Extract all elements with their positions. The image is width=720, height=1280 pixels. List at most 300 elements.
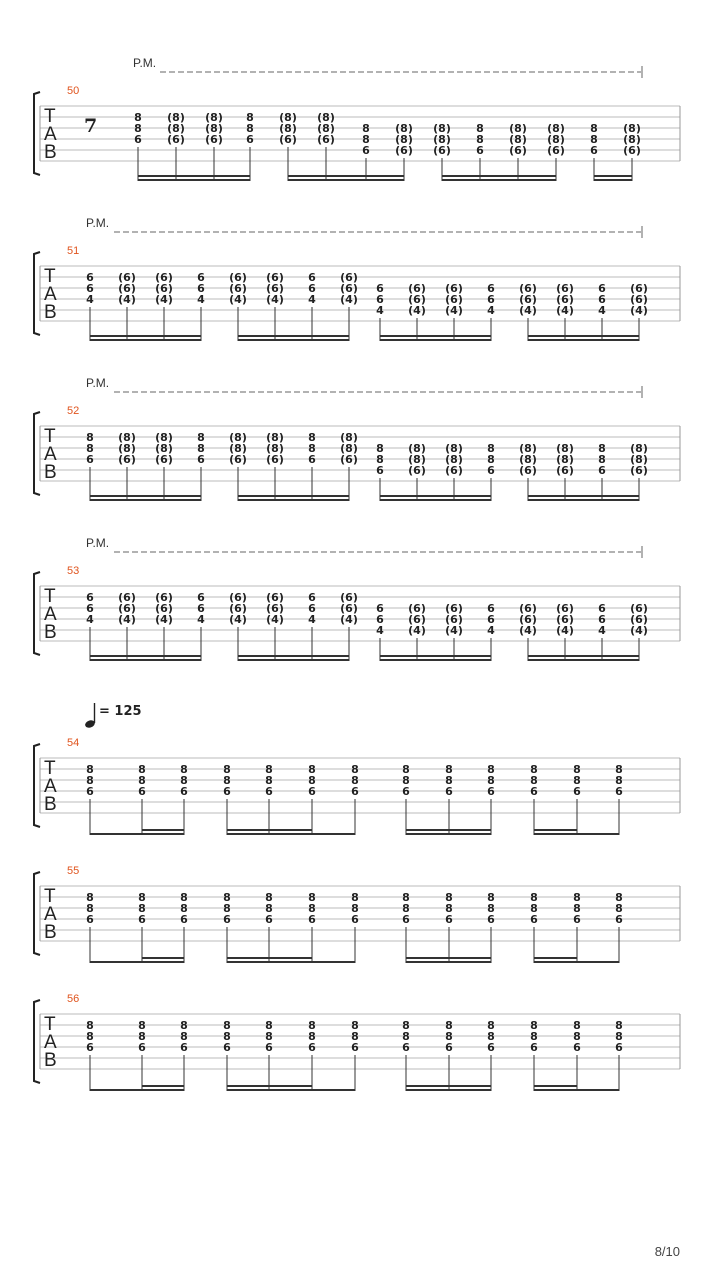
fret-number: 6	[138, 785, 146, 798]
fret-number: (6)	[556, 293, 574, 306]
fret-number: (6)	[445, 464, 463, 477]
fret-number: 4	[197, 293, 205, 306]
fret-number: 6	[598, 293, 606, 306]
fret-number: 8	[402, 774, 410, 787]
fret-number: (8)	[408, 453, 426, 466]
fret-number: 6	[197, 453, 205, 466]
fret-number: 8	[590, 133, 598, 146]
fret-number: 8	[530, 902, 538, 915]
fret-number: (6)	[519, 282, 537, 295]
fret-number: (6)	[509, 144, 527, 157]
fret-number: (8)	[395, 133, 413, 146]
fret-number: (4)	[266, 293, 284, 306]
fret-number: 8	[134, 122, 142, 135]
fret-number: (4)	[556, 304, 574, 317]
fret-number: 8	[530, 1019, 538, 1032]
fret-number: (8)	[279, 111, 297, 124]
fret-number: 4	[197, 613, 205, 626]
fret-number: (4)	[519, 624, 537, 637]
fret-number: 8	[445, 1019, 453, 1032]
fret-number: (8)	[279, 122, 297, 135]
fret-number: (4)	[408, 304, 426, 317]
fret-number: 8	[308, 763, 316, 776]
fret-number: 8	[134, 111, 142, 124]
fret-number: 8	[573, 902, 581, 915]
tempo-marking: = 125	[99, 704, 142, 719]
fret-number: (8)	[317, 111, 335, 124]
fret-number: 8	[138, 1019, 146, 1032]
fret-number: 8	[308, 891, 316, 904]
fret-number: 8	[138, 763, 146, 776]
eighth-rest: 7	[84, 115, 98, 137]
fret-number: 8	[351, 1019, 359, 1032]
tab-clef-letter: T	[44, 1014, 56, 1035]
fret-number: 8	[573, 1030, 581, 1043]
fret-number: 4	[487, 624, 495, 637]
tab-clef-letter: A	[44, 776, 57, 797]
fret-number: 6	[573, 1041, 581, 1054]
fret-number: 8	[86, 442, 94, 455]
tab-clef-letter: B	[44, 1050, 57, 1071]
fret-number: 8	[265, 891, 273, 904]
fret-number: (6)	[519, 464, 537, 477]
fret-number: 8	[376, 442, 384, 455]
fret-number: 8	[197, 442, 205, 455]
fret-number: 8	[223, 891, 231, 904]
fret-number: (6)	[630, 293, 648, 306]
fret-number: (6)	[118, 282, 136, 295]
fret-number: (8)	[229, 431, 247, 444]
fret-number: (6)	[229, 453, 247, 466]
fret-number: (4)	[118, 293, 136, 306]
fret-number: 8	[402, 1019, 410, 1032]
fret-number: 6	[308, 591, 316, 604]
tab-clef-letter: B	[44, 622, 57, 643]
fret-number: 6	[445, 1041, 453, 1054]
fret-number: 8	[402, 1030, 410, 1043]
fret-number: 8	[180, 1019, 188, 1032]
fret-number: 8	[487, 891, 495, 904]
fret-number: (6)	[630, 613, 648, 626]
fret-number: 6	[308, 785, 316, 798]
fret-number: (8)	[547, 133, 565, 146]
fret-number: 8	[598, 442, 606, 455]
fret-number: 6	[573, 785, 581, 798]
tab-clef-letter: B	[44, 302, 57, 323]
tab-clef-letter: B	[44, 142, 57, 163]
fret-number: (6)	[205, 133, 223, 146]
system-brace	[34, 92, 40, 175]
fret-number: 6	[138, 1041, 146, 1054]
fret-number: 6	[615, 785, 623, 798]
fret-number: (6)	[155, 591, 173, 604]
fret-number: 6	[308, 282, 316, 295]
fret-number: 6	[487, 1041, 495, 1054]
fret-number: 4	[376, 304, 384, 317]
fret-number: 8	[246, 122, 254, 135]
fret-number: (6)	[155, 271, 173, 284]
fret-number: (8)	[340, 442, 358, 455]
fret-number: 8	[351, 774, 359, 787]
fret-number: (6)	[118, 453, 136, 466]
fret-number: 6	[615, 1041, 623, 1054]
fret-number: 6	[86, 453, 94, 466]
fret-number: 8	[573, 891, 581, 904]
fret-number: 6	[134, 133, 142, 146]
fret-number: (6)	[229, 282, 247, 295]
fret-number: (4)	[229, 613, 247, 626]
measure-number: 54	[67, 737, 80, 749]
fret-number: 6	[246, 133, 254, 146]
fret-number: (6)	[556, 464, 574, 477]
fret-number: 6	[86, 591, 94, 604]
fret-number: (6)	[118, 602, 136, 615]
fret-number: (4)	[445, 624, 463, 637]
fret-number: (8)	[266, 442, 284, 455]
fret-number: 6	[351, 913, 359, 926]
fret-number: 8	[86, 763, 94, 776]
fret-number: 8	[573, 774, 581, 787]
fret-number: 4	[487, 304, 495, 317]
fret-number: 6	[180, 913, 188, 926]
fret-number: 8	[308, 442, 316, 455]
fret-number: 6	[445, 913, 453, 926]
fret-number: 4	[86, 613, 94, 626]
fret-number: 8	[445, 902, 453, 915]
fret-number: 6	[351, 785, 359, 798]
fret-number: 8	[223, 763, 231, 776]
fret-number: (6)	[519, 293, 537, 306]
fret-number: 6	[402, 1041, 410, 1054]
fret-number: (6)	[556, 282, 574, 295]
fret-number: 8	[487, 763, 495, 776]
fret-number: (6)	[229, 602, 247, 615]
fret-number: 6	[197, 282, 205, 295]
tab-clef-letter: T	[44, 426, 56, 447]
fret-number: (4)	[118, 613, 136, 626]
fret-number: 8	[445, 763, 453, 776]
measure-number: 51	[67, 245, 80, 257]
fret-number: (8)	[408, 442, 426, 455]
fret-number: (8)	[433, 122, 451, 135]
fret-number: (8)	[630, 442, 648, 455]
fret-number: 6	[530, 913, 538, 926]
fret-number: (6)	[395, 144, 413, 157]
fret-number: (6)	[155, 602, 173, 615]
fret-number: 8	[351, 1030, 359, 1043]
fret-number: 4	[308, 613, 316, 626]
fret-number: 6	[598, 464, 606, 477]
fret-number: 8	[197, 431, 205, 444]
fret-number: 8	[351, 891, 359, 904]
fret-number: (6)	[408, 602, 426, 615]
fret-number: 8	[223, 774, 231, 787]
fret-number: (6)	[445, 293, 463, 306]
fret-number: (8)	[118, 442, 136, 455]
fret-number: 8	[223, 902, 231, 915]
fret-number: 6	[197, 271, 205, 284]
fret-number: 6	[197, 602, 205, 615]
fret-number: (4)	[408, 624, 426, 637]
fret-number: 6	[598, 282, 606, 295]
fret-number: (6)	[408, 613, 426, 626]
fret-number: (8)	[266, 431, 284, 444]
measure-number: 56	[67, 993, 80, 1005]
fret-number: 6	[86, 913, 94, 926]
fret-number: 6	[308, 1041, 316, 1054]
palm-mute-label: P.M.	[86, 376, 110, 390]
fret-number: 6	[86, 602, 94, 615]
fret-number: 6	[487, 785, 495, 798]
fret-number: (6)	[266, 591, 284, 604]
fret-number: 8	[223, 1019, 231, 1032]
fret-number: (8)	[509, 122, 527, 135]
fret-number: 8	[86, 891, 94, 904]
fret-number: (6)	[340, 591, 358, 604]
fret-number: (8)	[556, 442, 574, 455]
fret-number: (6)	[279, 133, 297, 146]
fret-number: (6)	[445, 282, 463, 295]
fret-number: 8	[86, 774, 94, 787]
fret-number: 8	[86, 1030, 94, 1043]
fret-number: 6	[362, 144, 370, 157]
fret-number: 8	[86, 1019, 94, 1032]
fret-number: 6	[487, 602, 495, 615]
fret-number: (8)	[547, 122, 565, 135]
fret-number: (8)	[433, 133, 451, 146]
fret-number: (6)	[340, 602, 358, 615]
fret-number: 8	[86, 431, 94, 444]
fret-number: 4	[598, 304, 606, 317]
fret-number: (4)	[340, 613, 358, 626]
fret-number: 8	[487, 453, 495, 466]
fret-number: (8)	[445, 442, 463, 455]
fret-number: 8	[615, 1019, 623, 1032]
fret-number: (8)	[445, 453, 463, 466]
fret-number: (6)	[317, 133, 335, 146]
fret-number: 6	[223, 913, 231, 926]
tab-clef-letter: B	[44, 794, 57, 815]
fret-number: (6)	[266, 282, 284, 295]
fret-number: (6)	[340, 271, 358, 284]
fret-number: 6	[402, 785, 410, 798]
fret-number: 8	[615, 1030, 623, 1043]
fret-number: 8	[402, 891, 410, 904]
tab-clef-letter: A	[44, 904, 57, 925]
fret-number: 8	[615, 774, 623, 787]
system-brace	[34, 872, 40, 955]
fret-number: 6	[86, 1041, 94, 1054]
measure-number: 53	[67, 565, 80, 577]
fret-number: (4)	[340, 293, 358, 306]
fret-number: 4	[598, 624, 606, 637]
fret-number: (8)	[340, 431, 358, 444]
fret-number: (4)	[630, 624, 648, 637]
fret-number: (6)	[167, 133, 185, 146]
fret-number: 8	[138, 1030, 146, 1043]
fret-number: 8	[180, 891, 188, 904]
fret-number: 8	[351, 763, 359, 776]
fret-number: 8	[246, 111, 254, 124]
fret-number: 8	[223, 1030, 231, 1043]
fret-number: (6)	[155, 453, 173, 466]
fret-number: 8	[590, 122, 598, 135]
fret-number: 6	[138, 913, 146, 926]
tab-clef-letter: A	[44, 124, 57, 145]
tab-clef-letter: T	[44, 886, 56, 907]
fret-number: (4)	[155, 613, 173, 626]
fret-number: 4	[308, 293, 316, 306]
tab-clef-letter: T	[44, 106, 56, 127]
fret-number: 8	[138, 891, 146, 904]
fret-number: 6	[487, 613, 495, 626]
fret-number: 8	[308, 431, 316, 444]
fret-number: (6)	[229, 271, 247, 284]
fret-number: (8)	[519, 453, 537, 466]
fret-number: 6	[376, 613, 384, 626]
fret-number: (6)	[445, 613, 463, 626]
fret-number: (4)	[519, 304, 537, 317]
fret-number: (6)	[229, 591, 247, 604]
fret-number: 6	[530, 1041, 538, 1054]
fret-number: 8	[598, 453, 606, 466]
fret-number: 8	[402, 763, 410, 776]
fret-number: (6)	[408, 464, 426, 477]
fret-number: 6	[476, 144, 484, 157]
fret-number: 8	[530, 774, 538, 787]
fret-number: 8	[138, 774, 146, 787]
fret-number: 6	[487, 464, 495, 477]
fret-number: 8	[265, 774, 273, 787]
fret-number: 8	[487, 1019, 495, 1032]
fret-number: (6)	[433, 144, 451, 157]
fret-number: (8)	[205, 111, 223, 124]
fret-number: 8	[476, 133, 484, 146]
fret-number: 6	[487, 293, 495, 306]
fret-number: 6	[308, 602, 316, 615]
fret-number: 8	[402, 902, 410, 915]
fret-number: 6	[180, 1041, 188, 1054]
fret-number: 8	[180, 774, 188, 787]
fret-number: (8)	[623, 133, 641, 146]
fret-number: 6	[573, 913, 581, 926]
fret-number: 6	[308, 271, 316, 284]
fret-number: (6)	[118, 271, 136, 284]
fret-number: 4	[376, 624, 384, 637]
fret-number: 8	[530, 763, 538, 776]
fret-number: 8	[308, 1019, 316, 1032]
fret-number: 8	[476, 122, 484, 135]
fret-number: 8	[445, 1030, 453, 1043]
fret-number: 8	[180, 1030, 188, 1043]
tab-clef-letter: A	[44, 444, 57, 465]
fret-number: (8)	[205, 122, 223, 135]
fret-number: 6	[445, 785, 453, 798]
fret-number: (6)	[547, 144, 565, 157]
fret-number: 6	[223, 785, 231, 798]
fret-number: (6)	[556, 602, 574, 615]
fret-number: 8	[487, 442, 495, 455]
fret-number: 8	[351, 902, 359, 915]
fret-number: 6	[265, 785, 273, 798]
fret-number: 6	[180, 785, 188, 798]
fret-number: (6)	[340, 453, 358, 466]
fret-number: (8)	[630, 453, 648, 466]
fret-number: (6)	[556, 613, 574, 626]
tab-clef-letter: T	[44, 758, 56, 779]
fret-number: (4)	[445, 304, 463, 317]
fret-number: 6	[376, 293, 384, 306]
palm-mute-label: P.M.	[86, 216, 110, 230]
system-brace	[34, 252, 40, 335]
fret-number: (6)	[408, 293, 426, 306]
fret-number: 6	[487, 282, 495, 295]
fret-number: 6	[308, 453, 316, 466]
fret-number: 6	[223, 1041, 231, 1054]
fret-number: 8	[530, 891, 538, 904]
fret-number: (6)	[266, 271, 284, 284]
fret-number: (8)	[556, 453, 574, 466]
fret-number: (6)	[340, 282, 358, 295]
page-number: 8/10	[654, 1244, 680, 1259]
system-brace	[34, 572, 40, 655]
fret-number: 6	[197, 591, 205, 604]
tab-clef-letter: A	[44, 1032, 57, 1053]
fret-number: 8	[487, 774, 495, 787]
fret-number: 6	[351, 1041, 359, 1054]
fret-number: 6	[86, 785, 94, 798]
measure-number: 52	[67, 405, 80, 417]
fret-number: 8	[530, 1030, 538, 1043]
measure-number: 55	[67, 865, 80, 877]
fret-number: (8)	[118, 431, 136, 444]
fret-number: (8)	[155, 442, 173, 455]
tab-clef-letter: B	[44, 462, 57, 483]
tab-clef-letter: B	[44, 922, 57, 943]
fret-number: (6)	[630, 602, 648, 615]
fret-number: (6)	[623, 144, 641, 157]
fret-number: (6)	[118, 591, 136, 604]
fret-number: (4)	[266, 613, 284, 626]
fret-number: 8	[308, 1030, 316, 1043]
fret-number: 6	[487, 913, 495, 926]
fret-number: 8	[180, 763, 188, 776]
fret-number: 8	[265, 1019, 273, 1032]
fret-number: 6	[615, 913, 623, 926]
fret-number: (6)	[630, 282, 648, 295]
fret-number: 8	[445, 774, 453, 787]
fret-number: 6	[265, 913, 273, 926]
fret-number: (8)	[155, 431, 173, 444]
fret-number: 8	[573, 1019, 581, 1032]
fret-number: (4)	[630, 304, 648, 317]
fret-number: (4)	[229, 293, 247, 306]
fret-number: (8)	[317, 122, 335, 135]
fret-number: (8)	[229, 442, 247, 455]
fret-number: 6	[598, 602, 606, 615]
system-brace	[34, 1000, 40, 1083]
fret-number: (4)	[155, 293, 173, 306]
fret-number: 6	[376, 602, 384, 615]
fret-number: (6)	[266, 602, 284, 615]
tab-clef-letter: T	[44, 586, 56, 607]
fret-number: 8	[487, 902, 495, 915]
fret-number: 4	[86, 293, 94, 306]
tab-clef-letter: A	[44, 604, 57, 625]
fret-number: (6)	[408, 282, 426, 295]
measure-number: 50	[67, 85, 80, 97]
tab-clef-letter: T	[44, 266, 56, 287]
